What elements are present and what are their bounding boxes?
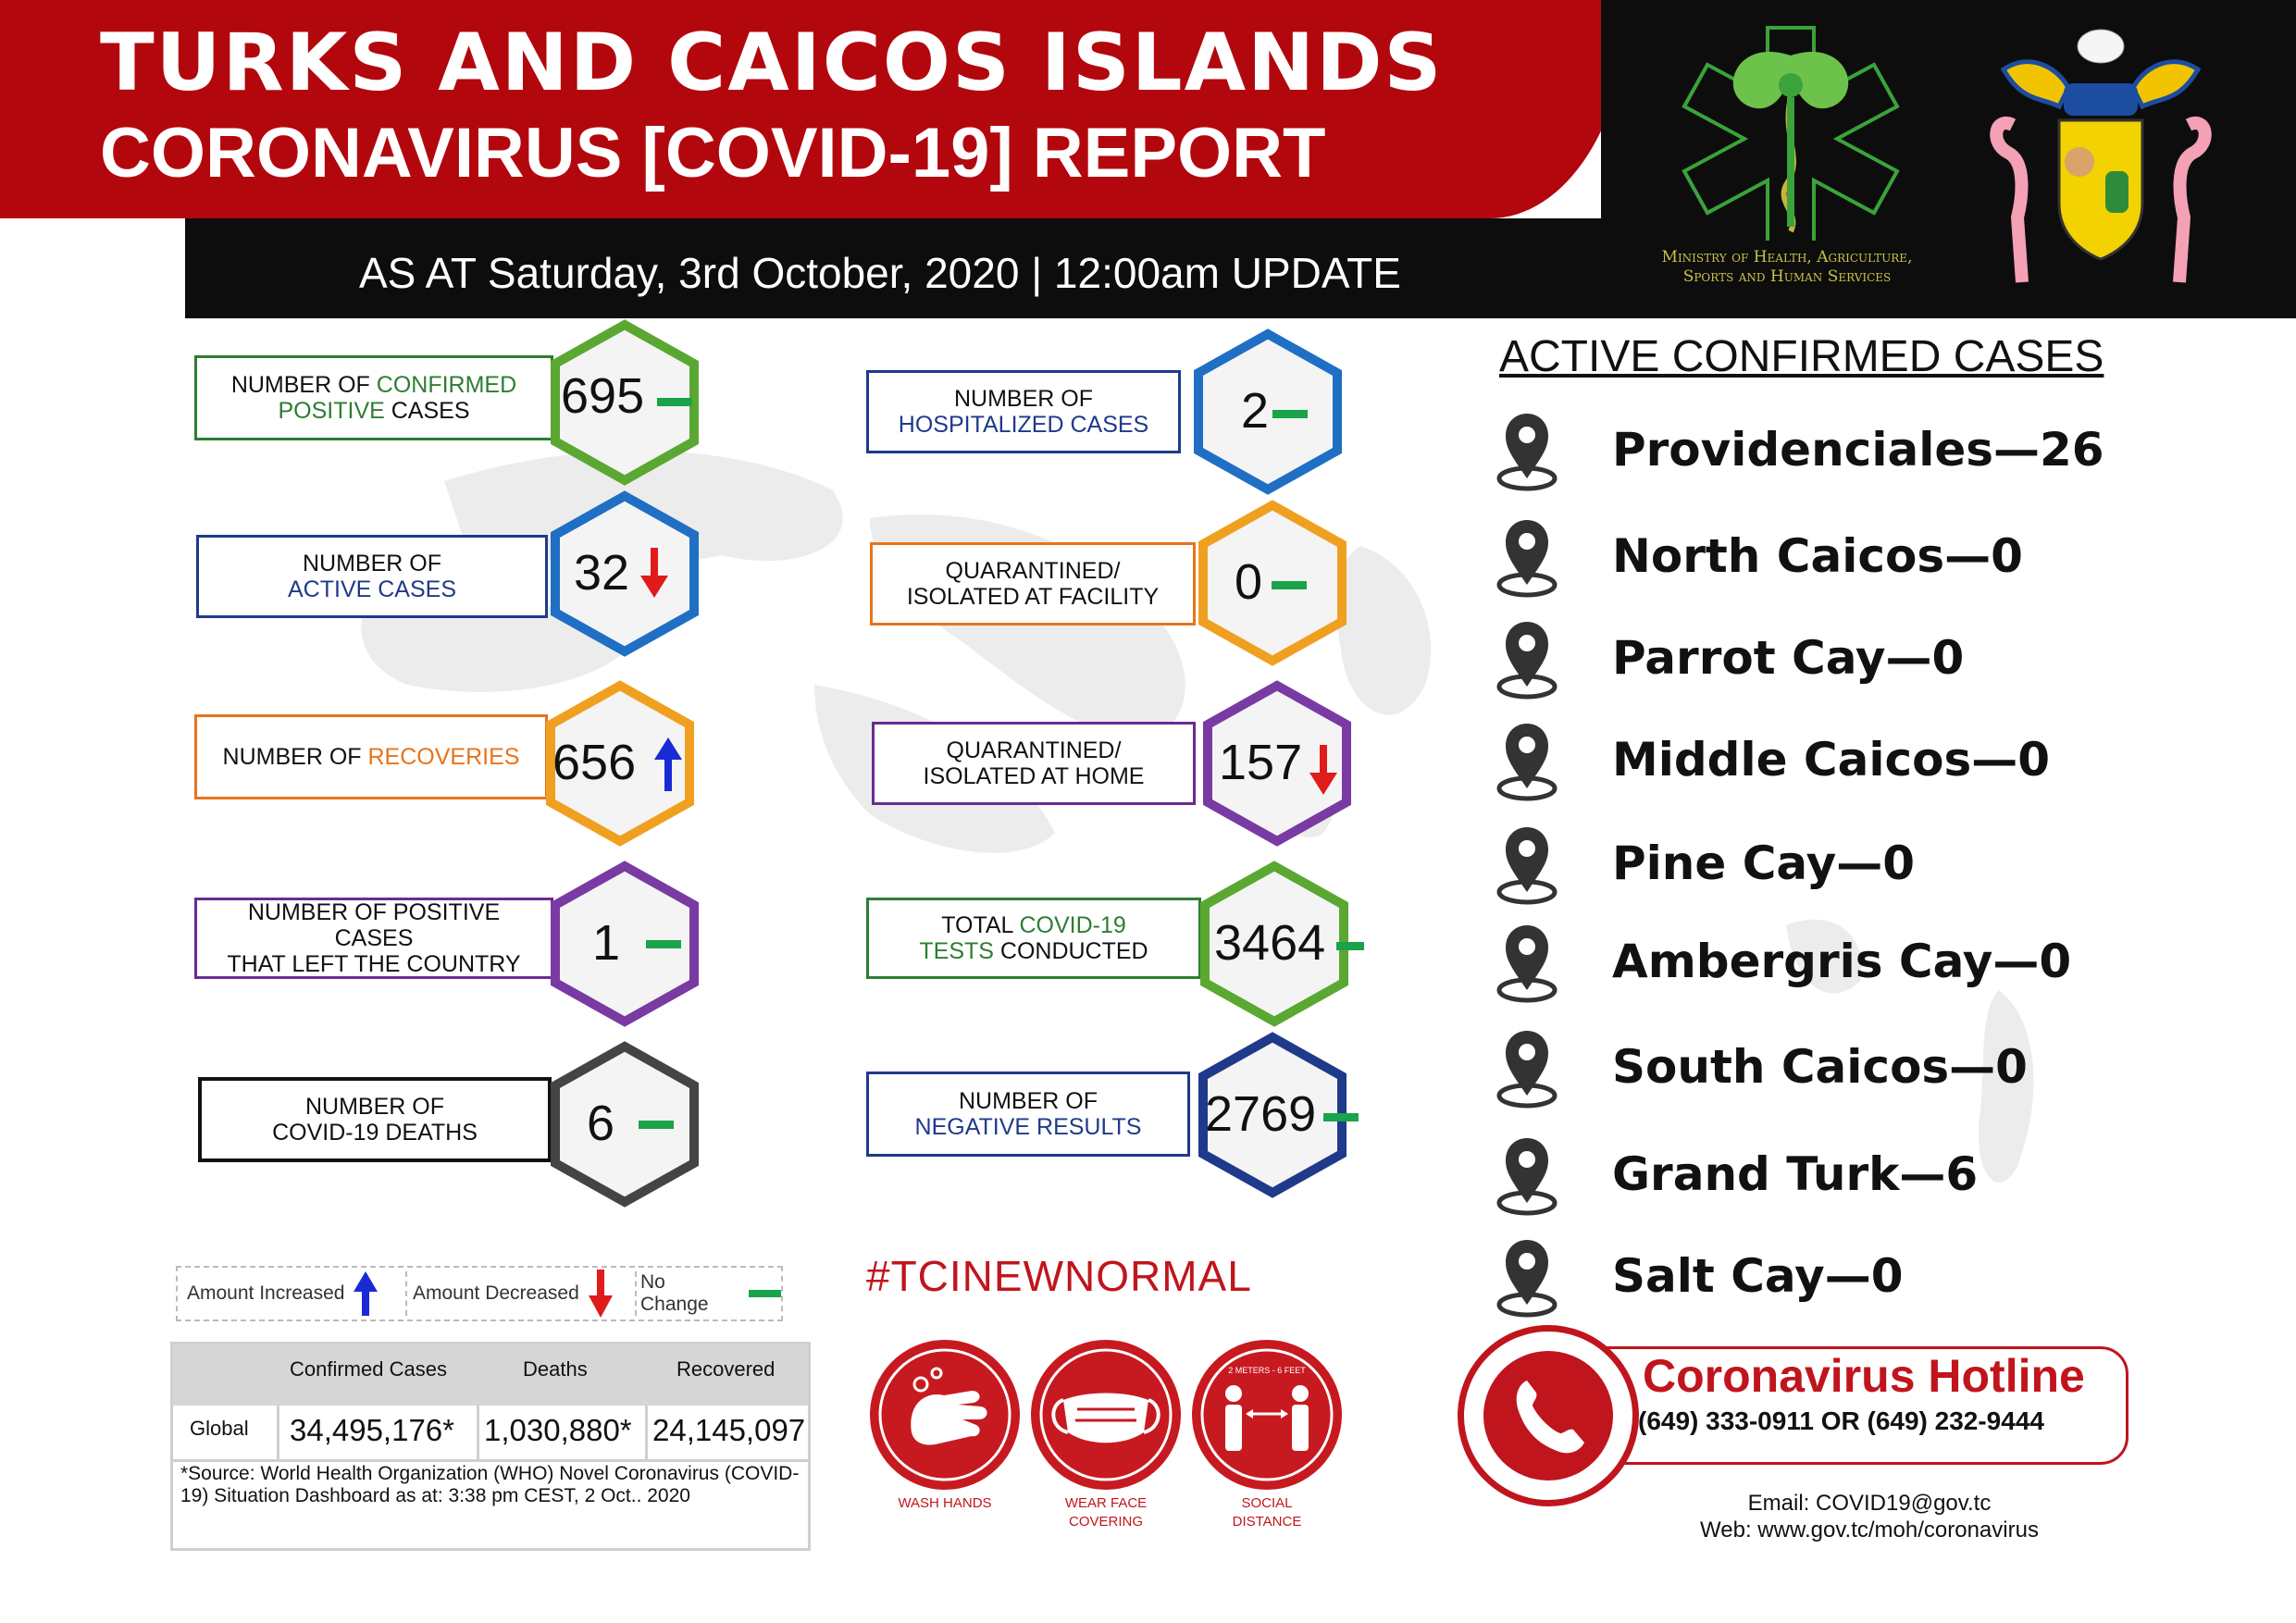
label-text: NUMBER OF [954,386,1093,412]
stat-value-recoveries: 656 [552,735,637,790]
label-highlight: ACTIVE CASES [288,576,456,602]
location-item [1495,923,2296,1007]
stat-value-active: 32 [574,545,630,601]
wash-hands-icon [870,1340,1020,1490]
stat-label-hospitalized [866,370,1181,453]
ministry-name [1644,248,1930,287]
stat-label-recoveries [194,714,548,799]
global-recovered: 24,145,097 [652,1413,806,1447]
stat-label-facility [870,542,1196,626]
location-item [1495,1029,2296,1112]
label-text: NUMBER OF [959,1088,1098,1114]
social-distance-text-1: SOCIAL [1241,1495,1293,1511]
label-highlight: POSITIVE [278,398,385,424]
label-text: CASES [384,398,470,424]
label-text: CONDUCTED [993,938,1148,964]
ministry-line-2: Sports and Human Services [1682,267,1892,286]
location-text: Salt Cay—0 [1612,1249,1904,1303]
map-pin-icon [1495,518,1559,601]
stat-label-tests [866,898,1201,979]
location-item [1495,1238,2296,1321]
label-text: NUMBER OF [230,372,377,398]
hex-facility [1194,500,1351,666]
legend-increased-label: Amount Increased [187,1282,345,1304]
no-change-icon [1272,410,1308,418]
hashtag: #TCINEWNORMAL [866,1252,1252,1300]
face-covering-text-1: WEAR FACE [1064,1495,1148,1511]
label-text: ISOLATED AT HOME [923,763,1145,789]
legend-divider [635,1271,637,1316]
col-deaths: Deaths [523,1357,588,1381]
location-item [1495,1136,2296,1220]
legend-decreased-label: Amount Decreased [413,1282,579,1304]
location-text: Providenciales—26 [1612,423,2104,477]
label-text: QUARANTINED/ [946,737,1122,763]
no-change-icon [646,940,681,948]
label-text: ISOLATED AT FACILITY [906,584,1160,610]
no-change-icon [749,1290,781,1297]
global-table-header [173,1344,808,1406]
label-highlight: CONFIRMED [376,372,517,398]
no-change-icon [639,1121,674,1129]
hex-home [1198,680,1356,847]
label-text: TOTAL [941,912,1020,938]
face-covering-label [1032,1494,1180,1531]
row-label-global: Global [190,1417,249,1440]
stat-label-home [872,722,1196,805]
col-recovered: Recovered [676,1357,776,1381]
ministry-logo [1680,19,1902,241]
wash-hands-circle [870,1340,1020,1490]
arrow-up-icon [652,737,684,791]
location-item [1495,412,2296,495]
global-source-note: *Source: World Health Organization (WHO) Novel Coronavirus (COVID-19) Situation Dashboard as at: 3:38 pm CEST, 2 Oct.. 2020 [180,1463,800,1506]
face-mask-icon [1031,1340,1181,1490]
legend-no-change [640,1268,781,1319]
arrow-down-icon [1308,745,1339,797]
map-pin-icon [1495,825,1559,909]
no-change-icon [1323,1113,1359,1121]
social-distance-icon [1192,1340,1342,1490]
page-title: TURKS AND CAICOS ISLANDS [100,17,1444,109]
stat-label-left-country [194,898,553,979]
distance-sign-text: 2 METERS - 6 FEET [1228,1366,1306,1375]
stat-label-negative [866,1072,1190,1157]
map-pin-icon [1495,1136,1559,1220]
stat-label-confirmed [194,355,553,440]
label-text: THAT LEFT THE COUNTRY [227,951,521,977]
location-text: Pine Cay—0 [1612,836,1915,890]
hex-tests [1196,861,1353,1027]
phone-circle [1458,1325,1639,1506]
location-text: Grand Turk—6 [1612,1147,1979,1201]
label-text: NUMBER OF [222,744,368,770]
trend-legend [176,1266,783,1321]
stat-value-home: 157 [1219,735,1303,790]
global-deaths: 1,030,880* [484,1413,632,1447]
stat-value-confirmed: 695 [561,368,645,424]
arrow-up-icon [352,1271,379,1316]
social-distance-text-2: DISTANCE [1232,1514,1302,1530]
label-text: NUMBER OF [305,1094,444,1120]
hex-negative [1194,1032,1351,1198]
page-subtitle: CORONAVIRUS [COVID-19] REPORT [100,114,1326,192]
arrow-down-icon [587,1270,614,1318]
location-item [1495,620,2296,703]
map-pin-icon [1495,1238,1559,1321]
stat-value-hospitalized: 2 [1241,383,1270,439]
face-covering-text-2: COVERING [1068,1514,1143,1530]
label-text: NUMBER OF POSITIVE CASES [247,899,501,951]
active-cases-title: ACTIVE CONFIRMED CASES [1499,332,2104,381]
contact-email[interactable]: Email: COVID19@gov.tc [1747,1491,1992,1516]
social-distance-label [1193,1494,1341,1531]
global-confirmed: 34,495,176* [290,1413,455,1447]
map-pin-icon [1495,620,1559,703]
no-change-icon [657,398,692,406]
wash-hands-label [871,1494,1019,1513]
legend-divider [405,1271,407,1316]
hex-active [546,490,703,657]
hotline-title: Coronavirus Hotline [1643,1350,2085,1402]
legend-decreased [413,1268,614,1319]
social-distance-circle [1192,1340,1342,1490]
location-item [1495,825,2296,909]
arrow-down-icon [639,548,670,600]
location-text: Ambergris Cay—0 [1612,935,2072,988]
global-stats-table [170,1342,811,1551]
stat-value-left-country: 1 [592,915,621,971]
hex-deaths [546,1041,703,1208]
stat-label-active [196,535,548,618]
update-timestamp: AS AT Saturday, 3rd October, 2020 | 12:00am UPDATE [359,249,1401,297]
location-text: Parrot Cay—0 [1612,631,1965,685]
location-item [1495,722,2296,805]
col-confirmed: Confirmed Cases [290,1357,447,1381]
no-change-icon [1336,942,1364,950]
label-highlight: HOSPITALIZED CASES [898,412,1149,438]
legend-no-change-label: No Change [640,1271,709,1315]
face-covering-circle [1031,1340,1181,1490]
contact-web[interactable]: Web: www.gov.tc/moh/coronavirus [1700,1518,2039,1542]
location-text: South Caicos—0 [1612,1040,2028,1094]
label-highlight: TESTS [919,938,994,964]
label-highlight: RECOVERIES [367,744,520,770]
location-item [1495,518,2296,601]
cell-divider [277,1406,279,1459]
label-highlight: COVID-19 [1019,912,1126,938]
no-change-icon [1272,581,1307,589]
label-text: QUARANTINED/ [945,558,1121,584]
stat-value-negative: 2769 [1205,1086,1317,1142]
coat-of-arms [1976,14,2226,291]
stat-value-deaths: 6 [587,1096,615,1151]
label-highlight: NEGATIVE RESULTS [914,1114,1142,1140]
wash-hands-text: WASH HANDS [898,1495,992,1511]
legend-increased [187,1268,379,1319]
stat-label-deaths [198,1077,552,1162]
cell-divider [645,1406,648,1459]
hex-hospitalized [1189,328,1347,495]
stat-value-facility: 0 [1235,554,1263,610]
label-text: NUMBER OF [303,551,441,576]
map-pin-icon [1495,722,1559,805]
map-pin-icon [1495,1029,1559,1112]
label-text: COVID-19 DEATHS [272,1120,478,1146]
phone-icon [1481,1348,1616,1483]
hex-left-country [546,861,703,1027]
location-text: Middle Caicos—0 [1612,733,2051,787]
location-text: North Caicos—0 [1612,529,2023,583]
map-pin-icon [1495,923,1559,1007]
hotline-phone-numbers[interactable]: (649) 333-0911 OR (649) 232-9444 [1638,1406,2044,1435]
hex-recoveries [541,680,699,847]
hex-confirmed [546,319,703,486]
cell-divider [477,1406,479,1459]
ministry-line-1: Ministry of Health, Agriculture, [1661,248,1913,266]
map-pin-icon [1495,412,1559,495]
stat-value-tests: 3464 [1214,915,1326,971]
